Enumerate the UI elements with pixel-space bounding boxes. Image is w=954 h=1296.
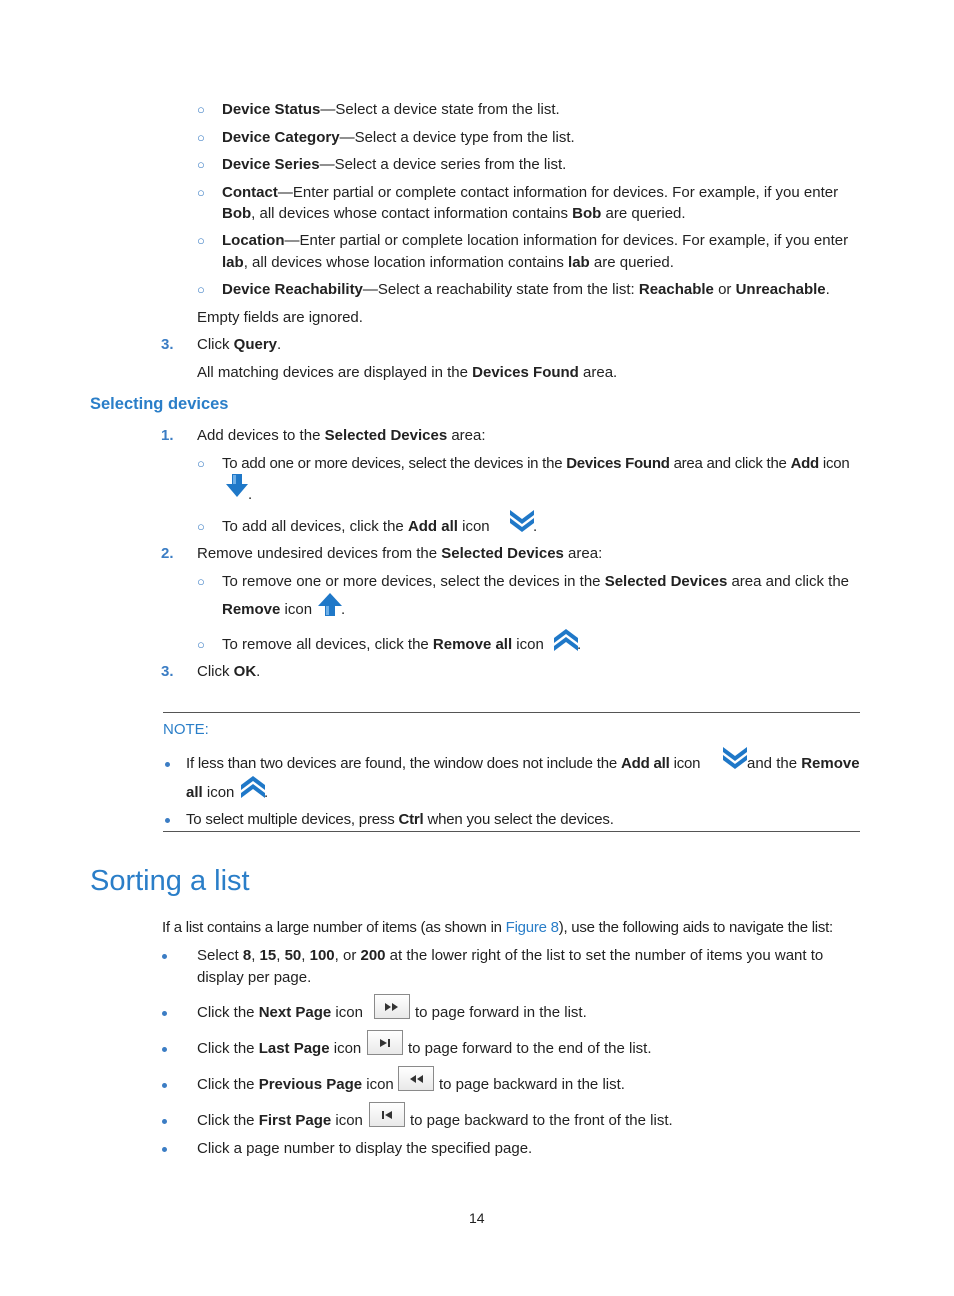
note-bottom-rule xyxy=(163,831,860,832)
text: Click the xyxy=(197,1004,259,1021)
bullet-circle: ○ xyxy=(197,157,205,172)
text: icon xyxy=(280,601,313,618)
term: Device Category xyxy=(222,129,340,146)
period: . xyxy=(248,486,253,503)
term: Location xyxy=(222,232,285,249)
sorting-item-first xyxy=(197,1110,363,1132)
first-page-glyph xyxy=(380,1110,394,1120)
bullet-dot xyxy=(162,1119,167,1124)
criterion-text: —Select a device state from the list. xyxy=(320,101,560,118)
bullet-dot xyxy=(165,762,170,767)
selected-devices-label: Selected Devices xyxy=(324,427,448,444)
sorting-item-next-after: to page forward in the list. xyxy=(415,1004,587,1021)
sep: , xyxy=(276,947,285,964)
bullet-dot xyxy=(162,954,167,959)
step-text: . xyxy=(277,336,282,353)
criterion-device-status xyxy=(222,99,560,121)
criterion-device-reachability xyxy=(222,279,830,301)
text: icon xyxy=(457,518,490,535)
sorting-item-first-after: to page backward to the front of the list. xyxy=(410,1112,673,1129)
period: . xyxy=(341,601,346,618)
text: at the lower right of the list to set the number of items you want to xyxy=(385,947,824,964)
step-add-devices xyxy=(197,425,486,447)
add-all-label: Add all xyxy=(407,518,458,535)
bullet-circle: ○ xyxy=(197,102,205,117)
devices-found-label: Devices Found xyxy=(566,455,670,472)
sorting-intro xyxy=(162,917,833,939)
double-chevron-up-icon xyxy=(239,774,267,800)
criterion-text: . xyxy=(825,281,830,298)
text: area: xyxy=(447,427,486,444)
criterion-text: are queried. xyxy=(601,204,686,222)
first-page-icon xyxy=(369,1102,405,1127)
criterion-device-category xyxy=(222,127,575,149)
substep-add-one xyxy=(222,453,872,475)
sorting-item-last xyxy=(197,1038,361,1060)
text: ), use the following aids to navigate the list: xyxy=(558,919,833,936)
criterion-text: are queried. xyxy=(589,253,674,271)
remove-label: Remove xyxy=(801,755,860,772)
criterion-text: , all devices whose contact information contains xyxy=(251,204,573,222)
step-text: Click xyxy=(197,336,234,353)
text: Click the xyxy=(197,1076,259,1093)
page-size-option: 50 xyxy=(284,947,302,964)
bullet-circle: ○ xyxy=(197,456,205,471)
criterion-contact xyxy=(222,182,872,225)
sorting-item-select xyxy=(197,945,867,989)
note-item-1 xyxy=(186,753,700,775)
criterion-device-series xyxy=(222,154,566,176)
note-label: NOTE: xyxy=(163,721,209,738)
bullet-circle: ○ xyxy=(197,130,205,145)
bullet-circle: ○ xyxy=(197,185,205,200)
remove-label: Remove xyxy=(222,601,281,618)
text: To add one or more devices, select the devices in the xyxy=(222,455,567,472)
period: . xyxy=(577,636,582,653)
text: display per page. xyxy=(197,968,312,986)
substep-add-all xyxy=(222,516,490,538)
text: To remove all devices, click the xyxy=(222,636,433,653)
ctrl-label: Ctrl xyxy=(398,811,424,828)
previous-page-label: Previous Page xyxy=(258,1076,363,1093)
text: To select multiple devices, press xyxy=(186,811,399,828)
bullet-circle: ○ xyxy=(197,233,205,248)
next-page-icon xyxy=(374,994,410,1019)
note-top-rule xyxy=(163,712,860,713)
criterion-text: or xyxy=(713,281,736,298)
ok-label: OK xyxy=(233,663,257,680)
text: If less than two devices are found, the window does not include the xyxy=(186,755,622,772)
step-number: 2. xyxy=(161,545,174,562)
bullet-dot xyxy=(162,1083,167,1088)
text: To remove one or more devices, select the devices in the xyxy=(222,573,605,590)
note-item-1-end xyxy=(747,753,860,775)
double-chevron-down-icon xyxy=(508,508,536,534)
criterion-text: —Enter partial or complete contact information for devices. For example, if you enter xyxy=(277,184,839,201)
last-page-icon xyxy=(367,1030,403,1055)
all-matching-text xyxy=(197,362,617,384)
sorting-item-next xyxy=(197,1002,363,1024)
page-size-option: 100 xyxy=(309,947,335,964)
term: Device Status xyxy=(222,101,321,118)
text: To add all devices, click the xyxy=(222,518,408,535)
text: Select xyxy=(197,947,243,964)
term: Contact xyxy=(222,184,278,201)
text: icon xyxy=(669,755,701,772)
step-click-query xyxy=(197,334,281,356)
last-page-label: Last Page xyxy=(258,1040,330,1057)
next-page-glyph xyxy=(384,1002,400,1012)
sorting-item-previous xyxy=(197,1074,394,1096)
note-item-1-line2 xyxy=(186,782,234,804)
term: lab xyxy=(568,253,590,271)
arrow-up-icon xyxy=(317,592,343,618)
query-label: Query xyxy=(233,336,278,353)
text: area: xyxy=(563,545,603,562)
devices-found-label: Devices Found xyxy=(472,364,579,381)
step-click-ok xyxy=(197,661,260,683)
selected-devices-label: Selected Devices xyxy=(441,545,564,562)
bullet-circle: ○ xyxy=(197,282,205,297)
text: area and click the xyxy=(669,455,791,472)
text: . xyxy=(256,663,261,680)
term: Device Series xyxy=(222,156,320,173)
bullet-dot xyxy=(162,1147,167,1152)
term: Reachable xyxy=(638,281,714,298)
step-number: 1. xyxy=(161,427,174,444)
criterion-text: —Enter partial or complete location information for devices. For example, if you enter xyxy=(284,232,849,249)
step-number: 3. xyxy=(161,663,174,680)
bullet-circle: ○ xyxy=(197,574,205,589)
bullet-circle: ○ xyxy=(197,637,205,652)
sep: , xyxy=(251,947,260,964)
step-number: 3. xyxy=(161,336,174,353)
criterion-text: , all devices whose location information contains xyxy=(243,253,569,271)
text: Remove undesired devices from the xyxy=(197,545,442,562)
criterion-location xyxy=(222,230,872,274)
text: icon xyxy=(512,636,544,653)
period: . xyxy=(533,518,538,535)
arrow-down-icon xyxy=(225,473,249,499)
period: . xyxy=(264,784,269,801)
term: Unreachable xyxy=(735,281,826,298)
empty-fields-note: Empty fields are ignored. xyxy=(197,309,363,326)
text: icon xyxy=(331,1004,363,1021)
text: icon xyxy=(329,1040,362,1057)
criterion-text: —Select a device type from the list. xyxy=(339,129,575,146)
sorting-heading: Sorting a list xyxy=(90,865,250,897)
add-label: Add xyxy=(790,455,819,472)
substep-remove-one xyxy=(222,571,872,593)
sep: , xyxy=(301,947,310,964)
term: Device Reachability xyxy=(222,281,363,298)
term: Bob xyxy=(572,204,602,222)
term: Bob xyxy=(222,204,252,222)
double-chevron-up-icon xyxy=(552,627,580,653)
bullet-dot xyxy=(162,1047,167,1052)
text: Add devices to the xyxy=(197,427,325,444)
figure-8-link[interactable]: Figure 8 xyxy=(505,919,559,936)
text: icon xyxy=(818,455,850,472)
text: icon xyxy=(362,1076,394,1093)
page-size-option: 200 xyxy=(360,947,386,964)
previous-page-icon xyxy=(398,1066,434,1091)
text: Click xyxy=(197,663,234,680)
selecting-devices-heading: Selecting devices xyxy=(90,395,229,413)
substep-remove-one-line2 xyxy=(222,599,312,621)
previous-page-glyph xyxy=(408,1074,424,1084)
sep: , or xyxy=(334,947,361,964)
next-page-label: Next Page xyxy=(258,1004,332,1021)
criterion-text: —Select a device series from the list. xyxy=(319,156,567,173)
selected-devices-label: Selected Devices xyxy=(604,573,728,590)
sorting-item-previous-after: to page backward in the list. xyxy=(439,1076,625,1093)
double-chevron-down-icon xyxy=(721,745,749,771)
text: area and click the xyxy=(727,573,850,590)
text: when you select the devices. xyxy=(423,811,614,828)
text: Click the xyxy=(197,1040,259,1057)
text: icon xyxy=(202,784,235,801)
sorting-item-page-number: Click a page number to display the specified page. xyxy=(197,1140,533,1157)
text: All matching devices are displayed in the xyxy=(197,364,473,381)
add-all-label: Add all xyxy=(621,755,670,772)
bullet-dot xyxy=(162,1011,167,1016)
text: and the xyxy=(747,755,802,772)
page-size-option: 8 xyxy=(242,947,252,964)
bullet-circle: ○ xyxy=(197,519,205,534)
term: lab xyxy=(222,253,244,271)
note-item-2 xyxy=(186,809,614,831)
first-page-label: First Page xyxy=(258,1112,332,1129)
text: If a list contains a large number of items (as shown in xyxy=(162,919,506,936)
all-label: all xyxy=(186,784,203,801)
remove-all-label: Remove all xyxy=(432,636,513,653)
sorting-item-last-after: to page forward to the end of the list. xyxy=(408,1040,652,1057)
text: icon xyxy=(331,1112,363,1129)
page-number: 14 xyxy=(469,1210,485,1226)
text: Click the xyxy=(197,1112,259,1129)
step-remove-devices xyxy=(197,543,602,565)
substep-remove-all xyxy=(222,634,544,656)
text: area. xyxy=(578,364,618,381)
last-page-glyph xyxy=(378,1038,392,1048)
bullet-dot xyxy=(165,818,170,823)
criterion-text: —Select a reachability state from the list: xyxy=(362,281,639,298)
page-size-option: 15 xyxy=(259,947,277,964)
